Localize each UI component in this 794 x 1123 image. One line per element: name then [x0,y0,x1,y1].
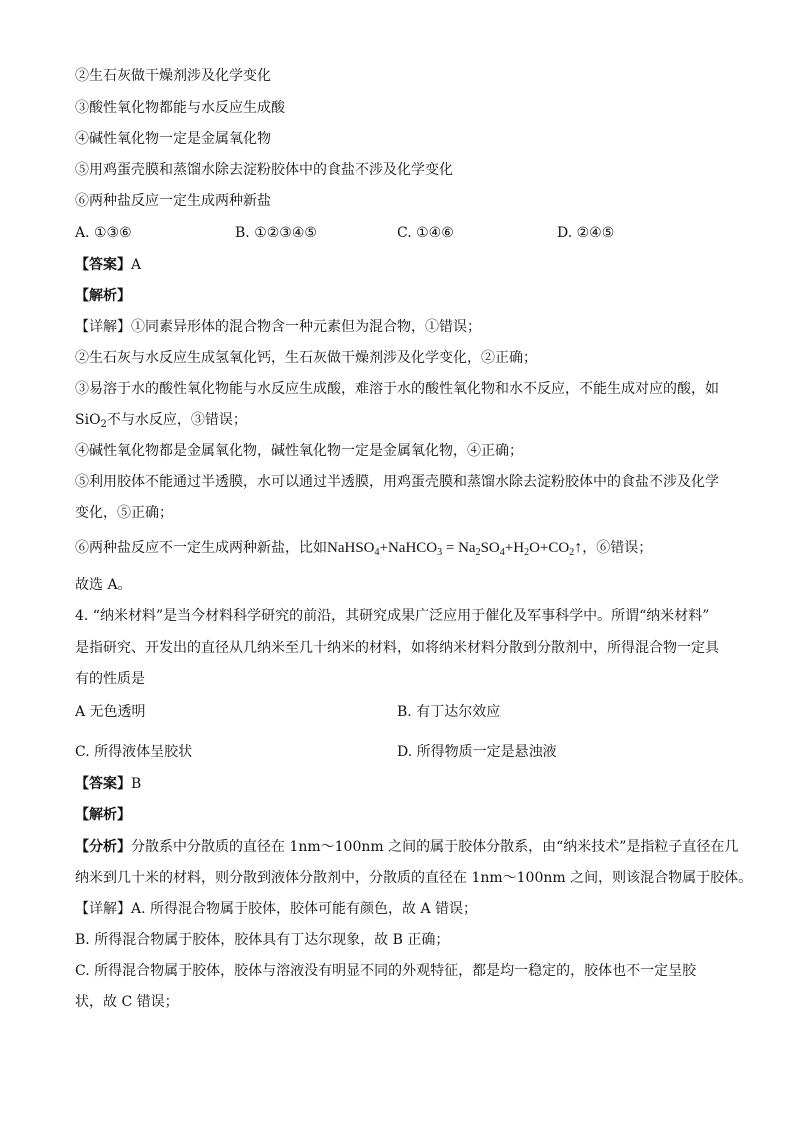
statement-4: ④碱性氧化物一定是金属氧化物 [75,131,271,147]
q3-detail-3a: ③易溶于水的酸性氧化物能与水反应生成酸，难溶于水的酸性氧化物和水不反应，不能生成对应的酸，如 [75,381,719,397]
statement-2: ②生石灰做干燥剂涉及化学变化 [75,68,271,84]
q4-analysis-tag: 【解析】 [75,807,131,823]
q3-detail-1: 【详解】①同素异形体的混合物含一种元素但为混合物，①错误； [75,319,481,335]
statement-3: ③酸性氧化物都能与水反应生成酸 [75,100,285,116]
q4-detail-b: B. 所得混合物属于胶体，胶体具有丁达尔现象，故 B 正确； [75,932,450,948]
q4-analysis-2: 纳米到几十米的材料，则分散到液体分散剂中，分散质的直径在 1nm～100nm 之间，则该混合物属于胶体。 [75,870,753,886]
q3-detail-2: ②生石灰与水反应生成氢氧化钙，生石灰做干燥剂涉及化学变化，②正确； [75,350,537,366]
q3-option-a: A. ①③⑥ [75,225,132,241]
answer-value: A [131,257,142,273]
q3-detail-4: ④碱性氧化物都是金属氧化物，碱性氧化物一定是金属氧化物，④正确； [75,443,523,459]
q4-detail-c2: 状，故 C 错误； [75,994,179,1010]
q4-option-a: A 无色透明 [75,704,146,720]
q3-option-d: D. ②④⑤ [557,225,615,241]
answer-tag: 【答案】 [75,257,131,273]
q4-detail-c1: C. 所得混合物属于胶体，胶体与溶液没有明显不同的外观特征，都是均一稳定的，胶体也不一定呈胶 [75,963,697,979]
q4-detail-a: 【详解】A. 所得混合物属于胶体，胶体可能有颜色，故 A 错误； [75,901,478,917]
q4-stem-2: 是指研究、开发出的直径从几纳米至几十纳米的材料，如将纳米材料分散到分散剂中，所得混合物一定具 [75,640,719,656]
q4-answer [75,774,141,794]
statement-6: ⑥两种盐反应一定生成两种新盐 [75,193,271,209]
q3-detail-5b: 变化，⑤正确； [75,505,173,521]
q4-option-d: D. 所得物质一定是悬浊液 [397,744,557,760]
q3-option-b: B. ①②③④⑤ [235,225,317,241]
answer-value: B [131,776,142,792]
q3-analysis-tag: 【解析】 [75,288,131,304]
q4-option-b: B. 有丁达尔效应 [397,704,501,720]
q3-detail-3b: SiO$_2$不与水反应，③错误； [75,412,247,430]
statement-5: ⑤用鸡蛋壳膜和蒸馏水除去淀粉胶体中的食盐不涉及化学变化 [75,162,453,178]
q3-option-c: C. ①④⑥ [397,225,454,241]
q3-detail-6: ⑥两种盐反应不一定生成两种新盐，比如NaHSO$_4$+NaHCO$_3$ = $Na_2SO_4+H_2O+CO_2↑$，⑥错误； [75,539,653,558]
q4-stem-3: 有的性质是 [75,671,145,687]
q4-option-c: C. 所得液体呈胶状 [75,744,193,760]
q3-detail-5a: ⑤利用胶体不能通过半透膜，水可以通过半透膜，用鸡蛋壳膜和蒸馏水除去淀粉胶体中的食盐不涉及化学 [75,474,719,490]
answer-tag: 【答案】 [75,776,131,792]
q3-answer [75,255,141,275]
detail-tag: 【详解】 [75,319,131,335]
q4-analysis-1: 【分析】分散系中分散质的直径在 1nm～100nm 之间的属于胶体分散系，由“纳米技术”是指粒子直径在几 [75,839,739,855]
chemical-equation: NaHSO$_4$+NaHCO$_3$ = $Na_2SO_4+H_2O+CO_2↑$ [327,539,583,558]
detail-tag: 【详解】 [75,901,131,917]
q4-stem-1: 4. “纳米材料”是当今材料科学研究的前沿，其研究成果广泛应用于催化及军事科学中。所谓“纳米材料” [75,608,710,624]
q3-conclusion: 故选 A。 [75,577,132,593]
